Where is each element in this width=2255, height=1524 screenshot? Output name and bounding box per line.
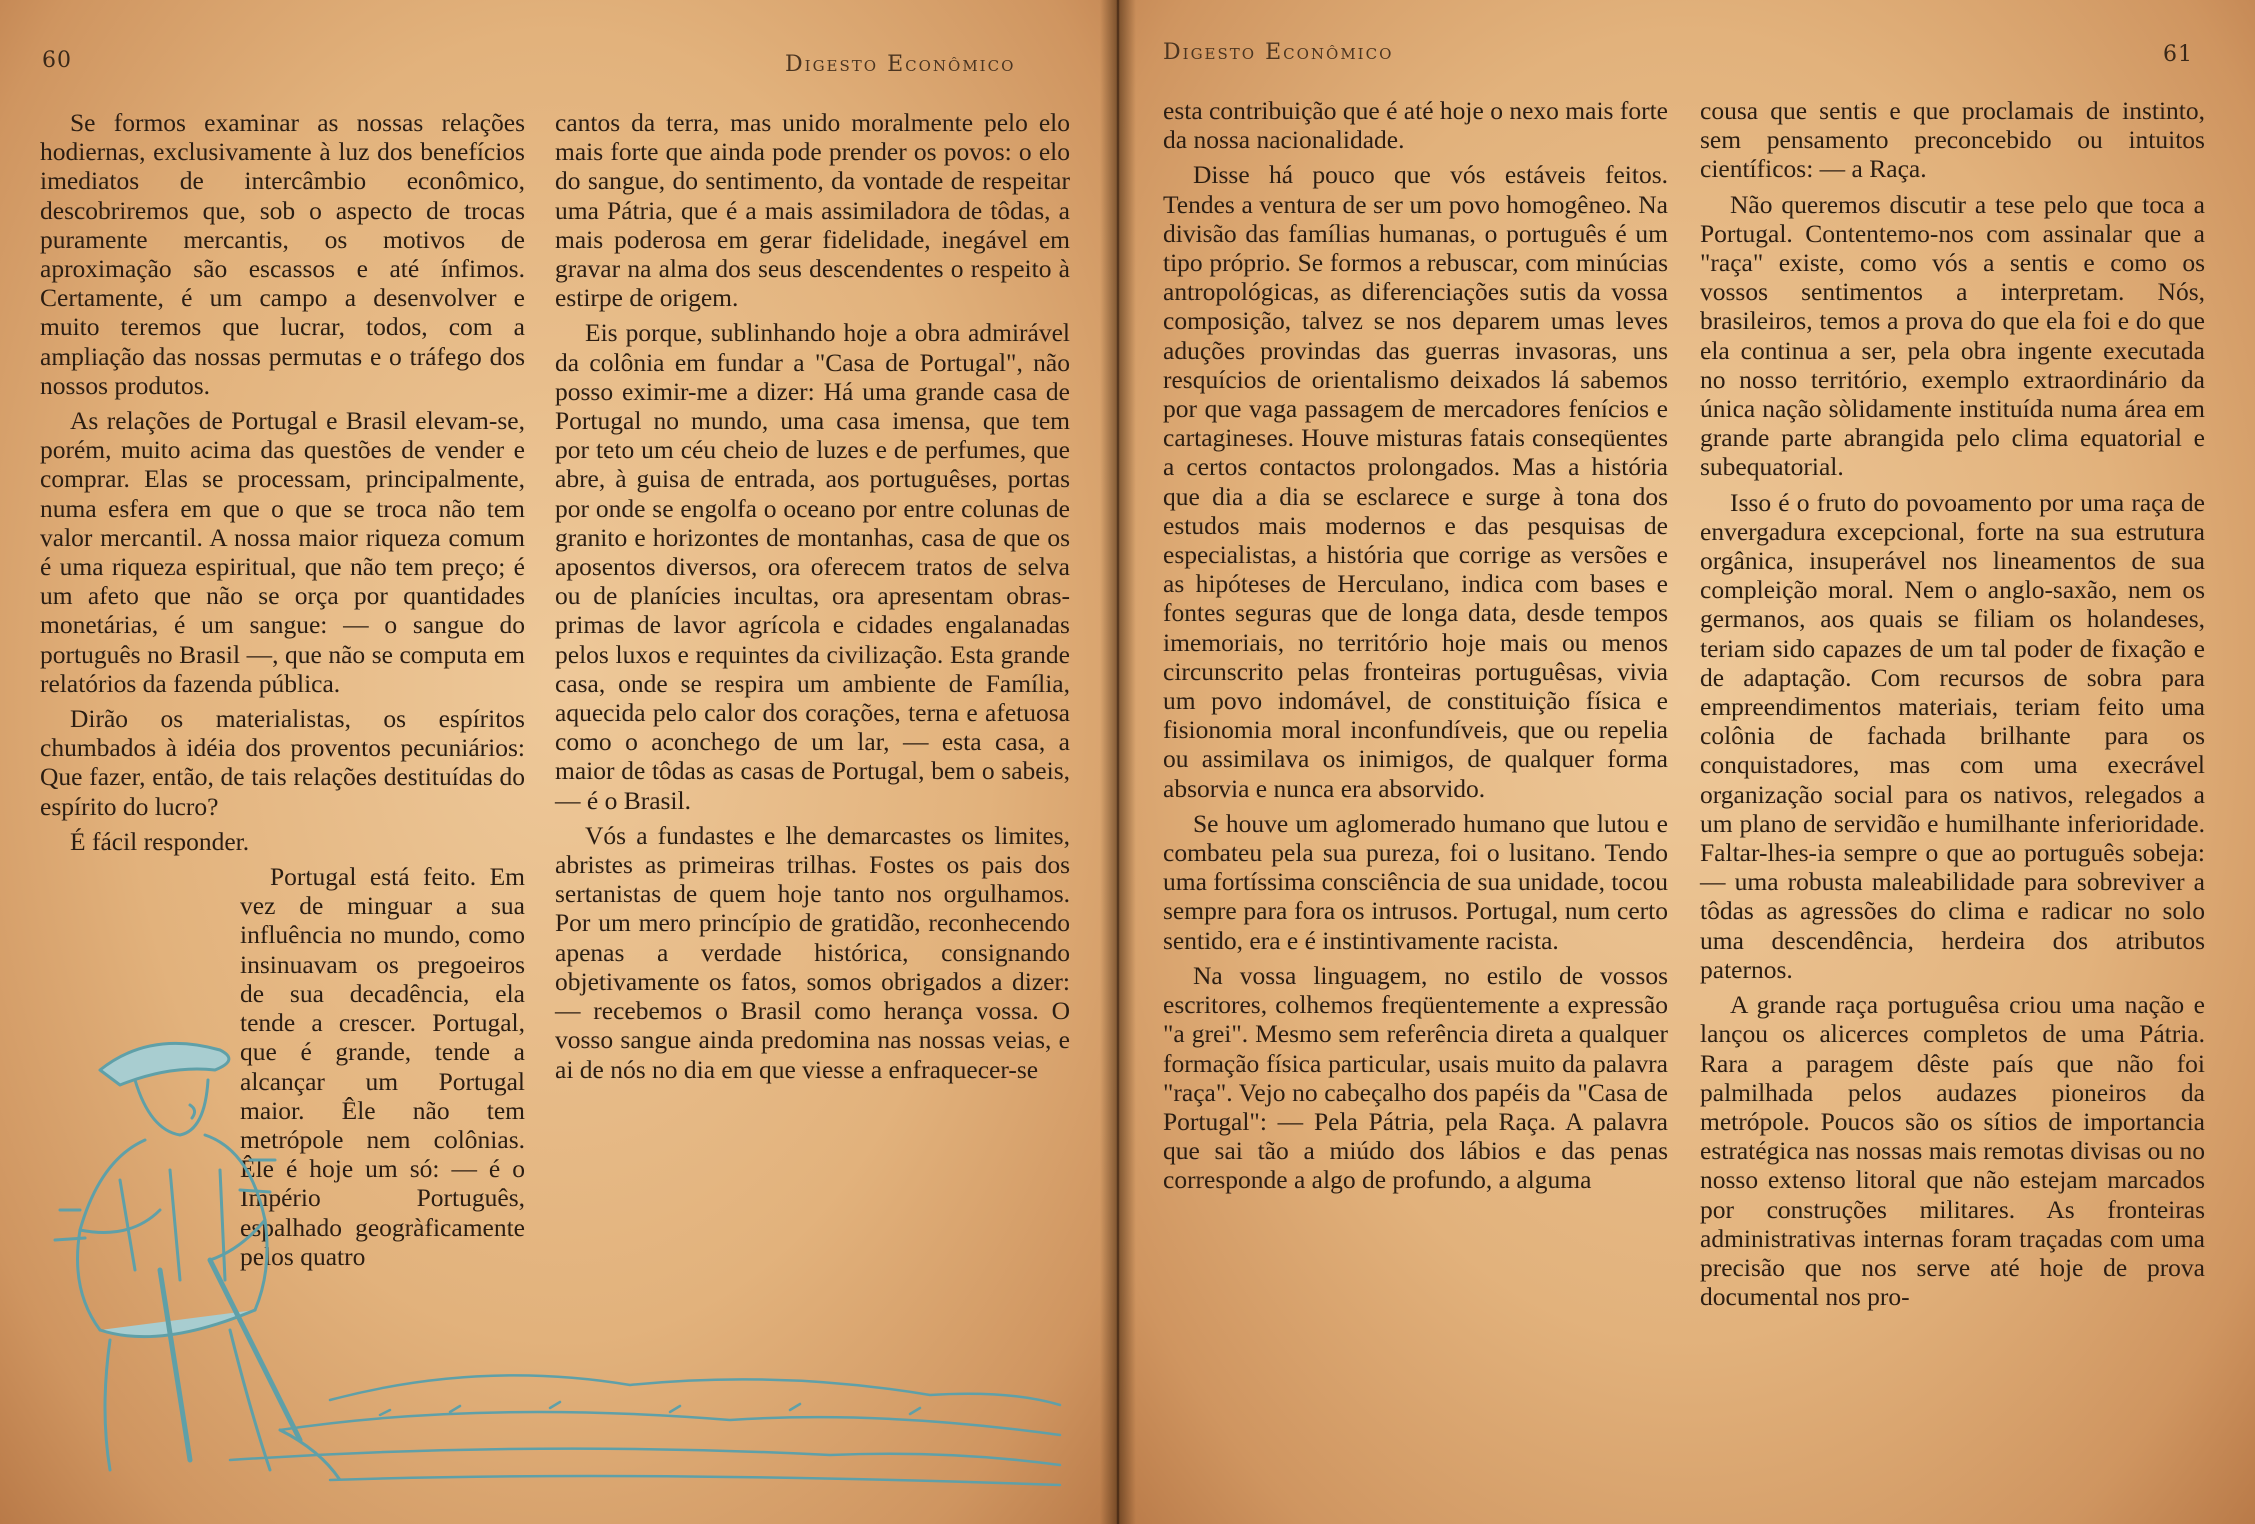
right-column-2 — [1700, 96, 2205, 1317]
paragraph: Dirão os materialistas, os espíritos chumbados à idéia dos proventos pecuniários: Que fazer, então, de tais relações destituídas do espírito do lucro? — [40, 704, 525, 821]
paragraph: É fácil responder. — [70, 826, 250, 856]
paragraph: Portugal está feito. Em vez de minguar a sua influência no mundo, como insinuavam os pregoeiros de sua decadência, ela tende a crescer. Portugal, que é grande, tende a alcançar um Portugal maior. Êle não tem metrópole nem colônias. Êle é hoje um só: — é o Império Português, espalhado geogràficamente pelos quatro — [240, 862, 525, 1271]
paragraph: Se houve um aglomerado humano que lutou e combateu pela sua pureza, foi o lusitano. Tendo uma fortíssima consciência de sua unidade, tocou sempre para fora os intrusos. Portugal, num certo sentido, era e é instintivamente racista. — [1163, 808, 1668, 955]
paragraph: As relações de Portugal e Brasil elevam-se, porém, muito acima das questões de vender e comprar. Elas se processam, principalmente, numa esfera em que o que se troca não tem valor mercantil. A nossa maior riqueza comum é uma riqueza espiritual, que não tem preço; é um afeto que não se orça por quantidades monetárias, é um sangue: — o sangue do português no Brasil —, que não se computa em relatórios da fazenda pública. — [40, 406, 525, 698]
landscape-illustration — [30, 1340, 1070, 1490]
book-gutter — [1100, 0, 1136, 1524]
paragraph: Disse há pouco que vós estáveis feitos. Tendes a ventura de ser um povo homogêneo. Na divisão das famílias humanas, o português é um tipo próprio. Se formos a rebuscar, com minúcias antropológicas, as diferenciações sutis da vossa composição, talvez se nos deparem umas leves aduções provindas das guerras invasoras, uns resquícios de orientalismo deixados lá sabemos por que vaga passagem de mercadores fenícios e cartagineses. Houve misturas fatais conseqüentes a certos contactos prolongados. Mas a história que dia a dia se esclarece e surge à tona dos estudos mais modernos e das pesquisas de especialistas, a história que corrige as versões e as hipóteses de Herculano, indica com bases e fontes seguras que de longa data, desde tempos imemoriais, no território hoje mais ou menos circunscrito pelas fronteiras portuguêsas, vivia um povo indomável, de constituição física e fisionomia moral inconfundíveis, que ou repelia ou assimilava os inimigos, de qualquer forma absorvia e nunca era absorvido. — [1163, 160, 1668, 803]
paragraph: Eis porque, sublinhando hoje a obra admirável da colônia em fundar a "Casa de Portugal", não posso eximir-me a dizer: Há uma grande casa de Portugal no mundo, uma casa imensa, que tem por teto um céu cheio de luzes e de perfumes, que abre, à guisa de entrada, aos portuguêses, portas por onde se engolfa o oceano por entre colunas de granito e horizontes de montanhas, casa de que os aposentos diversos, ora oferecem tratos de selva ou de planícies incultas, ora apresentam obras-primas de lavor agrícola e cidades engalanadas pelos luxos e requintes da civilização. Esta grande casa, onde se respira um ambiente de Família, aquecida pelo calor dos corações, terna e afetuosa como o aconchego de um lar, — esta casa, a maior de tôdas as casas de Portugal, bem o sabeis, — é o Brasil. — [555, 318, 1070, 815]
right-page — [1118, 0, 2255, 1524]
paragraph: A grande raça portuguêsa criou uma nação e lançou os alicerces completos de uma Pátria. Rara a paragem dêste país que não foi palmilhada pelos audazes pioneiros da metrópole. Poucos são os sítios de importancia estratégica nas nossas mais remotas divisas ou no nosso extenso litoral que não estejam marcados por construções militares. As fronteiras administrativas internas foram traçadas com uma precisão que nos serve até hoje de prova documental nos pro- — [1700, 990, 2205, 1312]
page-number: 61 — [2163, 42, 2193, 67]
running-head: Digesto Econômico — [785, 52, 1016, 77]
paragraph: cantos da terra, mas unido moralmente pelo elo mais forte que ainda pode prender os povos: o elo do sangue, do sentimento, da vontade de respeitar uma Pátria, que é a mais assimiladora de tôdas, a mais poderosa em gerar fidelidade, inegável em gravar na alma dos seus descendentes o respeito à estirpe de origem. — [555, 108, 1070, 313]
paragraph: Vós a fundastes e lhe demarcastes os limites, abristes as primeiras trilhas. Fostes os pais dos sertanistas de quem hoje tanto nos orgulhamos. Por um mero princípio de gratidão, reconhecendo apenas a verdade histórica, consignando objetivamente os fatos, somos obrigados a dizer: — recebemos o Brasil como herança vossa. O vosso sangue ainda predomina nas nossas veias, e ai de nós no dia em que viesse a enfraquecer-se — [555, 820, 1070, 1084]
paragraph: Na vossa linguagem, no estilo de vossos escritores, colhemos freqüentemente a expressão "a grei". Mesmo sem referência direta a qualquer formação física particular, usais muito da palavra "raça". Vejo no cabeçalho dos papéis da "Casa de Portugal": — Pela Pátria, pela Raça. A palavra que sai tão a miúdo dos lábios e das penas corresponde a algo de profundo, a alguma — [1163, 960, 1668, 1195]
running-head: Digesto Econômico — [1163, 40, 1394, 65]
left-page — [0, 0, 1118, 1524]
left-column-2 — [555, 108, 1070, 1090]
page-number: 60 — [42, 48, 72, 73]
paragraph: esta contribuição que é até hoje o nexo mais forte da nossa nacionalidade. — [1163, 96, 1668, 155]
paragraph: Isso é o fruto do povoamento por uma raça de envergadura excepcional, forte na sua estrutura orgânica, insuperável nos lineamentos de sua compleição moral. Nem o anglo-saxão, nem os germanos, aos quais se filiam os holandeses, teriam sido capazes de um tal poder de fixação e de adaptação. Com recursos de sobra para empreendimentos materiais, teriam feito uma colônia de fachada brilhante para os conquistadores, mas com uma execrável organização social para os nativos, relegados a um plano de servidão e humilhante inferioridade. Faltar-lhes-ia sempre o que ao português sobeja: — uma robusta maleabilidade para sobreviver a tôdas as agressões do clima e radicar no solo uma descendência, herdeira dos atributos paternos. — [1700, 487, 2205, 984]
paragraph: cousa que sentis e que proclamais de instinto, sem pensamento preconcebido ou intuitos científicos: — a Raça. — [1700, 96, 2205, 184]
right-column-1 — [1163, 96, 1668, 1201]
paragraph: Não queremos discutir a tese pelo que toca a Portugal. Contentemo-nos com assinalar que a "raça" existe, como vós a sentis e como os vossos sentimentos a interpretam. Nós, brasileiros, temos a prova do que ela foi e do que ela continua a ser, pela obra ingente executada no nosso território, exemplo extraordinário da única nação sòlidamente instituída numa área em grande parte abrangida pelo clima equatorial e subequatorial. — [1700, 189, 2205, 482]
paragraph: Se formos examinar as nossas relações hodiernas, exclusivamente à luz dos benefícios imediatos de intercâmbio econômico, descobriremos que, sob o aspecto de trocas puramente mercantis, os motivos de aproximação são escassos e até ínfimos. Certamente, é um campo a desenvolver e muito teremos que lucrar, todos, com a ampliação das nossas permutas e o tráfego dos nossos produtos. — [40, 108, 525, 400]
